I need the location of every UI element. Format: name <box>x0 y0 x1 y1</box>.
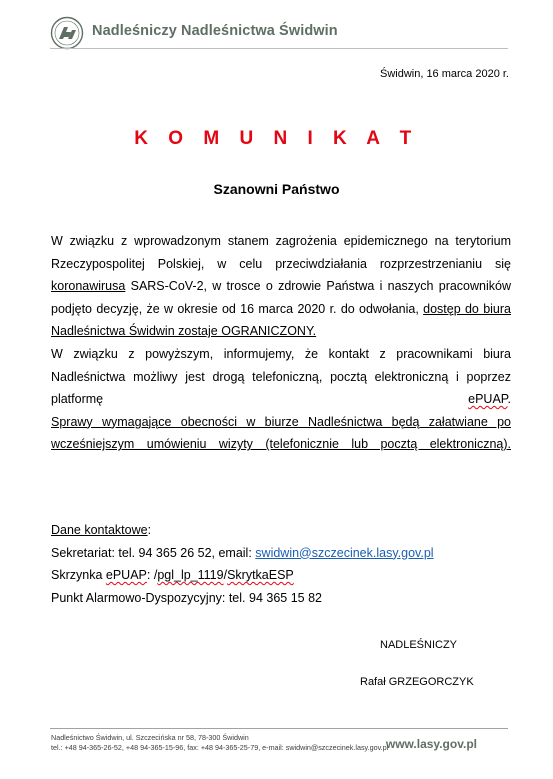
secretariat-row <box>51 542 434 565</box>
alarm-row: Punkt Alarmowo-Dyspozycyjny: tel. 94 365 15 82 <box>51 590 322 605</box>
p2-text-1: W związku z powyższym, informujemy, że kontakt z pracownikami biura Nadleśnictwa możliwy jest drogą telefoniczną, pocztą elektroniczną i poprzez platformę <box>51 346 511 407</box>
contacts-heading-colon: : <box>147 523 152 537</box>
paragraph-3: Sprawy wymagające obecności w biurze Nadleśnictwa będą załatwiane po wcześniejszym umówieniu wizyty (telefonicznie lub pocztą elektroniczną). <box>51 414 511 452</box>
header-divider <box>50 48 508 49</box>
p1-underlined-word: koronawirusa <box>51 279 126 294</box>
epuap-slash: / <box>223 568 228 583</box>
contacts-heading-row <box>51 519 434 542</box>
p2-text-2: . <box>507 392 511 407</box>
contact-section <box>51 519 434 609</box>
p2-epuap: ePUAP <box>468 392 508 407</box>
epuap-middle: : / <box>146 568 158 583</box>
paragraph-2 <box>51 343 511 411</box>
paragraph-1 <box>51 230 511 343</box>
p1-text-2: SARS-CoV-2, w trosce o zdrowie Państwa i naszych pracowników podjęto decyzję, że w okresie od 16 marca 2020 r. do odwołania, <box>51 279 511 316</box>
epuap-row <box>51 564 434 587</box>
footer-divider <box>50 728 508 729</box>
document-title: K O M U N I K A T <box>134 128 419 149</box>
forest-emblem-icon <box>50 16 84 50</box>
signature-title: NADLEŚNICZY <box>380 639 458 651</box>
p1-office-restriction: dostęp do biura Nadleśnictwa Świdwin zostaje OGRANICZONY. <box>51 301 511 339</box>
p1-text-1: W związku z wprowadzonym stanem zagrożenia epidemicznego na terytorium Rzeczypospolitej Polskiej, w celu przeciwdziałania rozprzestrzenianiu się <box>51 234 511 271</box>
announcement-body <box>51 230 511 456</box>
secretariat-label: Sekretariat: tel. 94 365 26 52, email: <box>51 545 256 560</box>
footer-website[interactable]: www.lasy.gov.pl <box>385 737 477 751</box>
greeting: Szanowni Państwo <box>213 181 340 197</box>
signature-name: Rafał GRZEGORCZYK <box>360 676 474 688</box>
contacts-heading: Dane kontaktowe <box>51 523 148 537</box>
organization-name: Nadleśniczy Nadleśnictwa Świdwin <box>92 23 338 39</box>
epuap-box: SkrytkaESP <box>227 568 294 583</box>
epuap-word: ePUAP <box>105 568 147 583</box>
footer-address: Nadleśnictwo Świdwin, ul. Szczecińska nr 58, 78-300 Świdwin <box>51 733 249 742</box>
date-line: Świdwin, 16 marca 2020 r. <box>379 68 509 80</box>
email-link[interactable]: swidwin@szczecinek.lasy.gov.pl <box>255 545 434 560</box>
epuap-path: pgl_lp_1119 <box>157 568 224 583</box>
footer-contact: tel.: +48 94-365-26-52, +48 94-365-15-96, fax: +48 94-365-25-79, e-mail: swidwin@szczecinek.lasy.gov.pl <box>51 743 389 752</box>
epuap-prefix: Skrzynka <box>51 568 106 583</box>
